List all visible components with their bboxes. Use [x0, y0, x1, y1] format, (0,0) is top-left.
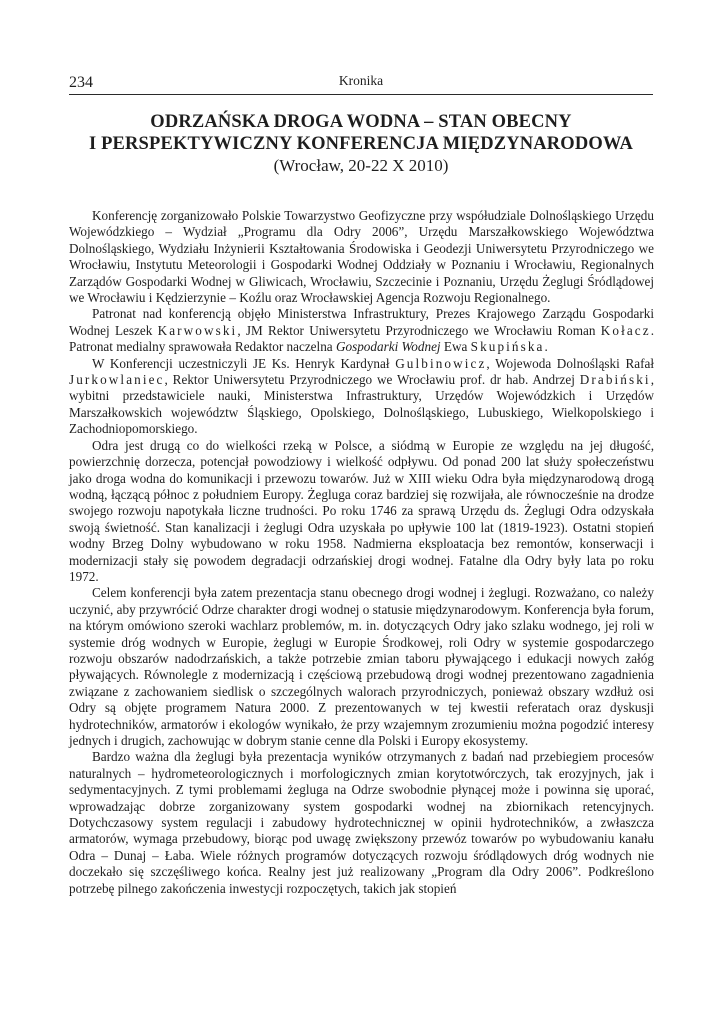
person-name: Gulbinowicz — [395, 355, 487, 371]
text-run: W Konferencji uczestniczyli JE Ks. Henryk Kardynał — [92, 355, 396, 371]
text-run: , Rektor Uniwersytetu Przyrodniczego we Wrocławiu prof. dr hab. Andrzej — [164, 372, 580, 388]
article-body — [69, 208, 654, 897]
paragraph-patronage — [69, 306, 654, 355]
person-name: Karwowski — [157, 322, 238, 338]
text-run: Ewa — [440, 339, 471, 355]
paragraph-research-results: Bardzo ważna dla żeglugi była prezentacja wyników otrzymanych z badań nad przebiegiem procesów naturalnych – hydrometeorologicznych i morfologicznych zmian korytotwórczych, tak erozyjnych, jak i sedymentacyjnych. Z tymi problemami żegluga na Odrze swobodnie płynącej może i powinna się uporać, wprowadzając dobrze zorganizowany system gospodarki wodnej na zbiornikach retencyjnych. Dotychczasowy system regulacji i zabudowy hydrotechnicznej w opinii hydrotechników, a zwłaszcza armatorów, wymaga przebudowy, biorąc pod uwagę zwiększony przewóz towarów po wybudowaniu kanału Odra – Dunaj – Łaba. Wiele różnych programów dotyczących rozwoju śródlądowych dróg wodnych nie doczekało się szczęśliwego końca. Realny jest już realizowany „Program dla Odry 2006”. Podkreślono potrzebę pilnego zakończenia inwestycji rozpoczętych, takich jak stopień — [69, 749, 654, 896]
running-head: Kronika — [338, 73, 384, 88]
paragraph-organizers: Konferencję zorganizowało Polskie Towarzystwo Geofizyczne przy współudziale Dolnośląskiego Urzędu Wojewódzkiego – Wydział „Programu dla Odry 2006”, Urzędu Marszałkowskiego Województwa Dolnośląskiego, Wydziału Inżynierii Kształtowania Środowiska i Geodezji Uniwersytetu Przyrodniczego we Wrocławiu, Instytutu Meteorologii i Gospodarki Wodnej Oddziały w Poznaniu i Wrocławiu, Regionalnych Zarządów Gospodarki Wodnej w Gliwicach, Wrocławiu, Szczecinie i Poznaniu, Urzędu Żeglugi Śródlądowej we Wrocławiu i Kędzierzynie – Koźlu oraz Wrocławskiej Agencja Rozwoju Regionalnego. — [69, 208, 654, 306]
paragraph-conference-aim: Celem konferencji była zatem prezentacja stanu obecnego drogi wodnej i żeglugi. Rozważano, co należy uczynić, aby przywrócić Odrze charakter drogi wodnej o statusie międzynarodowym. Konferencja była forum, na którym omówiono szeroki wachlarz problemów, m. in. dotyczących Odry jako szlaku wodnego, jej roli w systemie dróg wodnych w Europie, żeglugi w Europie Środkowej, roli Odry w systemie gospodarczego rozwoju obszarów nadodrzańskich, a także potrzebie zmian taboru pływającego i edukacji nowych załóg pływających. Równolegle z modernizacją i częściową przebudową drogi wodnej prezentowano zagadnienia związane z zachowaniem siedlisk o szczególnych walorach przyrodniczych, ponieważ obszary wzdłuż osi Odry są objęte programem Natura 2000. Z prezentowanych w tej kwestii referatach oraz dyskusji hydrotechników, armatorów i ekologów wynikało, że przy wzajemnym zrozumieniu można pogodzić interesy jednych i drugich, zachowując w dobrym stanie cenne dla Polski i Europy ekosystemy. — [69, 585, 654, 748]
event-place-date: (Wrocław, 20-22 X 2010) — [273, 156, 449, 175]
page-header — [69, 72, 653, 95]
text-run: , JM Rektor Uniwersytetu Przyrodniczego we Wrocławiu Roman — [237, 322, 601, 338]
text-run: . — [544, 339, 548, 355]
journal-name: Gospodarki Wodnej — [335, 339, 441, 355]
paragraph-odra-history: Odra jest drugą co do wielkości rzeką w Polsce, a siódmą w Europie ze względu na jej długość, powierzchnię dorzecza, potencjał powodziowy i wielkość odpływu. Od ponad 200 lat służy społeczeństwu jako droga wodna do komunikacji i przewozu towarów. Już w XIII wieku Odra była międzynarodową drogą wodną, łączącą północ z południem Europy. Żegluga coraz bardziej się rozwijała, ale równocześnie na drodze swojego rozwoju napotykała liczne trudności. Po roku 1746 za sprawą Urzędu ds. Żeglugi Odra odzyskała swoją świetność. Stan kanalizacji i żeglugi Odra uzyskała po upływie 100 lat (1819-1923). Ostatni stopień wodny Brzeg Dolny wybudowano w roku 1958. Nadmierna eksploatacja bez remontów, konserwacji i modernizacji stały się powodem degradacji odrzańskiej drogi wodnej. Fatalne dla Odry były lata po roku 1972. — [69, 437, 654, 584]
text-run: Patronat nad konferencją objęło Ministerstwa Infrastruktury, Prezes Krajowego Zarządu Gospodarki Wodnej Leszek — [69, 306, 654, 338]
text-run: , Wojewoda Dolnośląski Rafał — [486, 355, 654, 371]
page-number: 234 — [69, 74, 93, 91]
article-title — [60, 111, 662, 177]
text-run: , wybitni przedstawiciele nauki, Ministerstwa Infrastruktury, Urzędów Wojewódzkich i Urzędów Marszałkowskich województw Śląskiego, Opolskiego, Dolnośląskiego, Lubuskiego, Wielkopolskiego i Zachodniopomorskiego. — [69, 372, 654, 437]
person-name: Jurkowlaniec — [69, 372, 165, 388]
title-line-2: I PERSPEKTYWICZNY KONFERENCJA MIĘDZYNARODOWA — [88, 134, 633, 154]
title-line-1: ODRZAŃSKA DROGA WODNA – STAN OBECNY — [150, 112, 572, 132]
person-name: Skupińska — [470, 339, 545, 355]
person-name: Kołacz — [600, 322, 651, 338]
paragraph-participants — [69, 356, 654, 438]
text-run: . Patronat medialny sprawowała Redaktor naczelna — [69, 322, 654, 355]
person-name: Drabiński — [579, 372, 651, 388]
